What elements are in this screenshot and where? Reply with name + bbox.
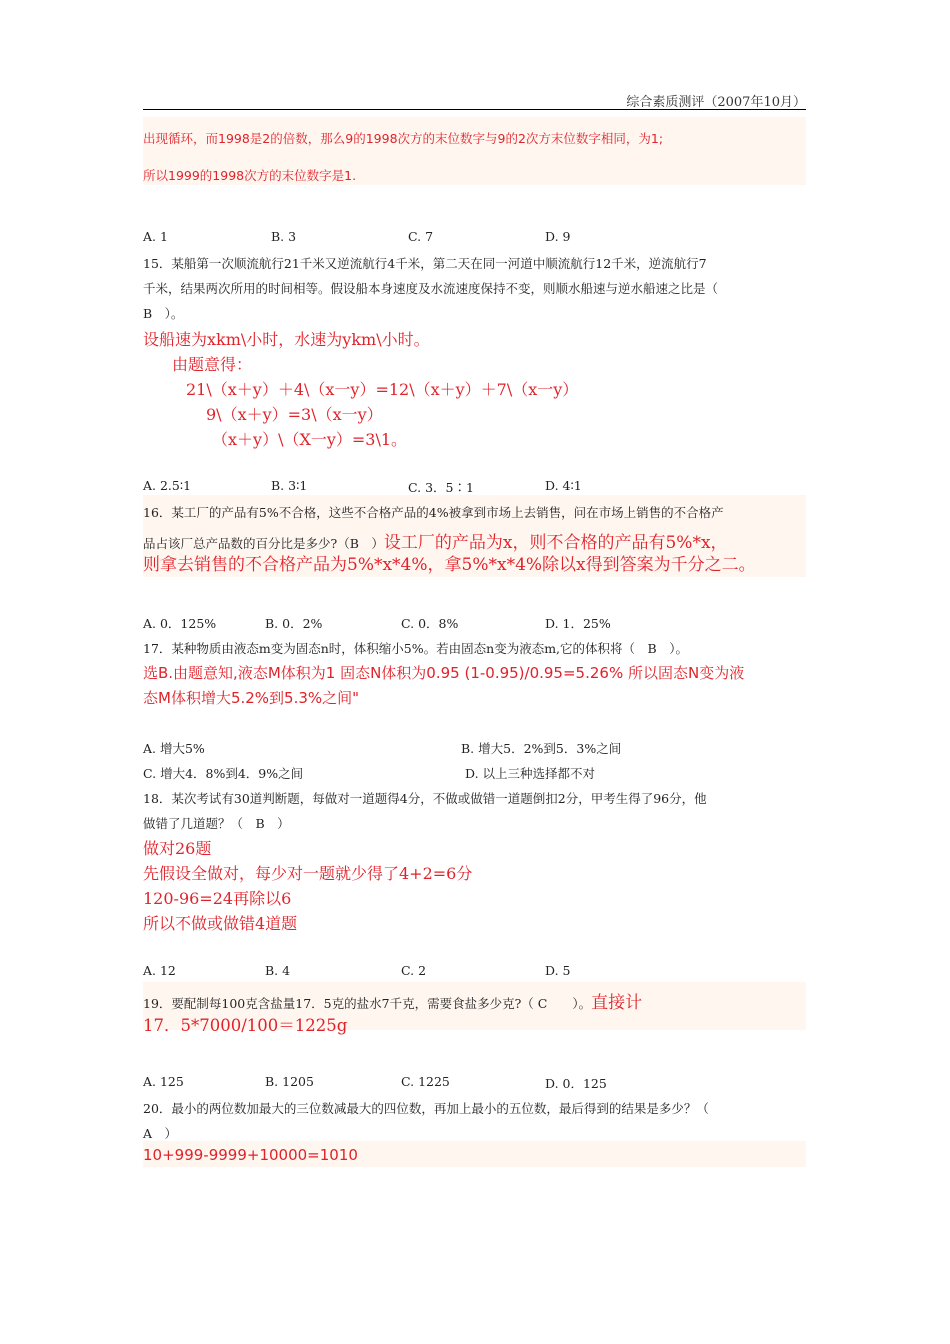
answer-text: 21\（x＋y）＋4\（x一y）=12\（x＋y）＋7\（x一y）: [186, 380, 579, 399]
option: C. 7: [408, 229, 434, 244]
answer-text: 9\（x＋y）=3\（x一y）: [206, 405, 383, 424]
option: A. 12: [143, 963, 176, 978]
question-text: 17．某种物质由液态m变为固态n时，体积缩小5%。若由固态n变为液态m,它的体积将（ B ）。: [143, 641, 688, 656]
header-rule: [143, 109, 806, 110]
answer-text: 120-96=24再除以6: [143, 889, 292, 908]
option: C. 0．8%: [401, 616, 459, 631]
question-text: A ）: [143, 1126, 178, 1141]
option: D. 0．125: [545, 1076, 607, 1091]
question-text: B ）。: [143, 306, 184, 321]
option: C. 3．5∶1: [408, 480, 474, 495]
answer-text: 态M体积增大5.2%到5.3%之间": [143, 689, 360, 707]
answer-note-line: 所以1999的1998次方的末位数字是1.: [143, 168, 357, 183]
option: D. 1．25%: [545, 616, 611, 631]
option: A. 2.5∶1: [143, 478, 192, 493]
question-text: 千米，结果两次所用的时间相等。假设船本身速度及水流速度保持不变，则顺水船速与逆水船速之比是（: [143, 281, 719, 296]
answer-text: 则拿去销售的不合格产品为5%*x*4%，拿5%*x*4%除以x得到答案为千分之二。: [143, 555, 756, 575]
answer-text: 设船速为xkm\小时，水速为ykm\小时。: [143, 330, 430, 349]
option: B. 4: [265, 963, 291, 978]
question-text-part: 品占该厂总产品数的百分比是多少?（B ）: [143, 536, 384, 551]
option: A. 0．125%: [143, 616, 217, 631]
answer-text: 17．5*7000/100＝1225g: [143, 1016, 348, 1035]
option: A. 增大5%: [143, 741, 205, 756]
answer-text: 直接计: [591, 993, 643, 1013]
page-header-title: 综合素质测评（2007年10月）: [626, 95, 806, 110]
answer-text: 10+999-9999+10000=1010: [143, 1146, 358, 1164]
question-text-part: 19．要配制每100克含盐量17．5克的盐水7千克，需要食盐多少克?（ C ）。: [143, 996, 592, 1011]
option: B. 3∶1: [271, 478, 308, 493]
option: C. 增大4．8%到4．9%之间: [143, 766, 304, 781]
answer-text: 先假设全做对，每少对一题就少得了4+2=6分: [143, 864, 473, 883]
option: C. 1225: [401, 1074, 450, 1089]
question-text: 15．某船第一次顺流航行21千米又逆流航行4千米，第二天在同一河道中顺流航行12千米，逆流航行7: [143, 256, 707, 271]
option: D. 9: [545, 229, 571, 244]
question-text: 16．某工厂的产品有5%不合格，这些不合格产品的4%被拿到市场上去销售，问在市场上销售的不合格产: [143, 505, 724, 520]
answer-text: 由题意得：: [172, 355, 253, 374]
option: B. 3: [271, 229, 297, 244]
option: C. 2: [401, 963, 427, 978]
answer-text: 选B.由题意知,液态M体积为1 固态N体积为0.95 (1-0.95)/0.95=5.26% 所以固态N变为液: [143, 664, 745, 682]
option: D. 以上三种选择都不对: [465, 766, 596, 781]
question-text: 做错了几道题？（ B ）: [143, 816, 290, 831]
option: A. 1: [143, 229, 168, 244]
answer-text: （x＋y）\（X一y）=3\1。: [212, 430, 408, 449]
option: B. 0．2%: [265, 616, 323, 631]
option: D. 4∶1: [545, 478, 582, 493]
question-text: [143, 988, 642, 1013]
answer-note-line: 出现循环，而1998是2的倍数，那么9的1998次方的末位数字与9的2次方末位数字相同，为1;: [143, 131, 664, 146]
option: B. 增大5．2%到5．3%之间: [461, 741, 622, 756]
question-text: 20．最小的两位数加最大的三位数减最大的四位数，再加上最小的五位数，最后得到的结果是多少？（: [143, 1101, 709, 1116]
answer-text: 做对26题: [143, 839, 212, 858]
question-text: 18．某次考试有30道判断题，每做对一道题得4分，不做或做错一道题倒扣2分，甲考生得了96分，他: [143, 791, 707, 806]
answer-text: 所以不做或做错4道题: [143, 914, 298, 933]
option: D. 5: [545, 963, 571, 978]
answer-text: 设工厂的产品为x，则不合格的产品有5%*x，: [383, 533, 728, 553]
option: A. 125: [143, 1074, 184, 1089]
option: B. 1205: [265, 1074, 314, 1089]
